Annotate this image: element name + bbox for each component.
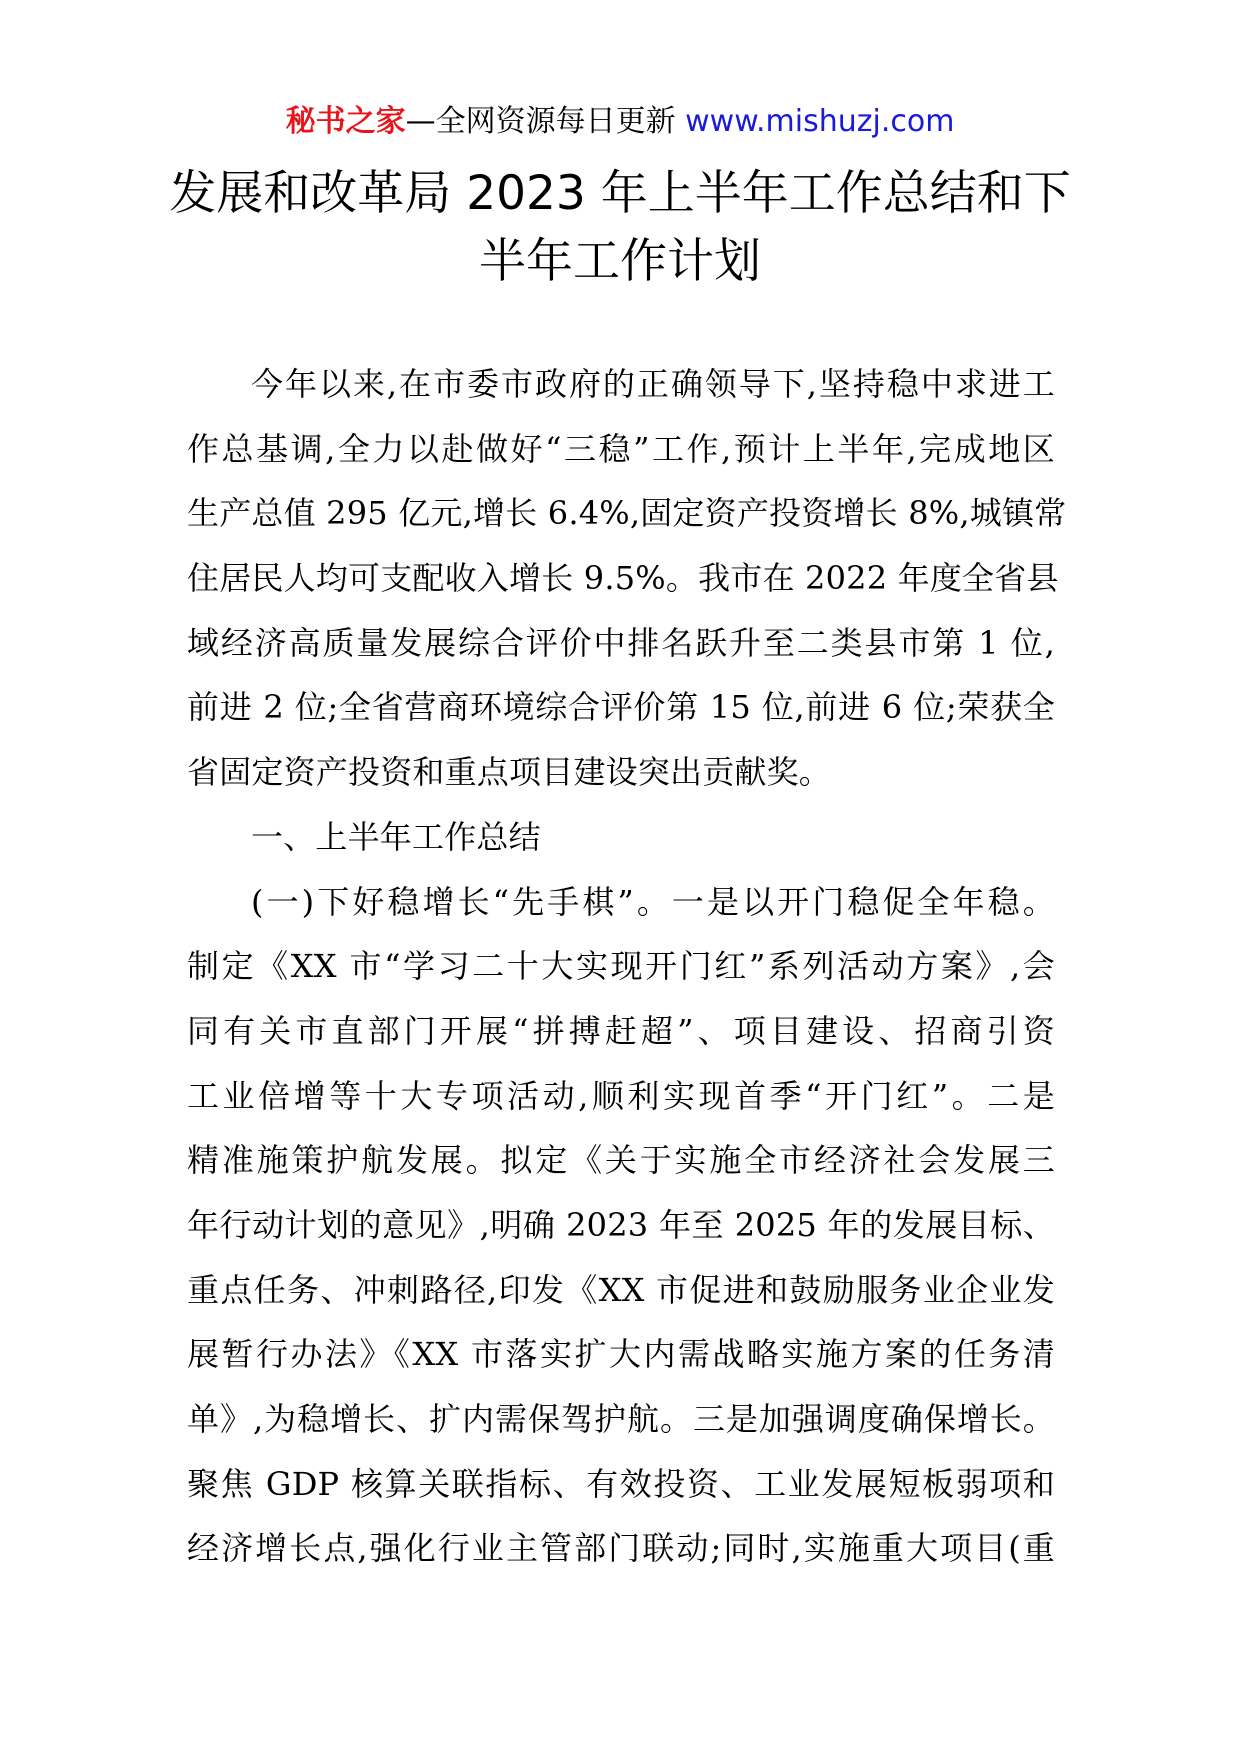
body-line: 同有关市直部门开展“拼搏赶超”、项目建设、招商引资: [187, 1011, 1055, 1050]
body-line: 精准施策护航发展。拟定《关于实施全市经济社会发展三: [187, 1141, 1055, 1180]
body-line: 重点任务、冲刺路径,印发《XX 市促进和鼓励服务业企业发: [187, 1270, 1055, 1309]
watermark-header: [0, 100, 1240, 144]
watermark-tagline: —全网资源每日更新: [405, 104, 676, 139]
document-title: [160, 160, 1080, 296]
body-line: 经济增长点,强化行业主管部门联动;同时,实施重大项目(重: [187, 1529, 1055, 1568]
body-line: 生产总值 295 亿元,增长 6.4%,固定资产投资增长 8%,城镇常: [187, 494, 1067, 533]
watermark-brand: 秘书之家: [285, 104, 406, 139]
body-line: 省固定资产投资和重点项目建设突出贡献奖。: [187, 753, 832, 792]
section-heading: 一、上半年工作总结: [251, 817, 541, 856]
body-line: 年行动计划的意见》,明确 2023 年至 2025 年的发展目标、: [187, 1205, 1055, 1244]
body-line: 前进 2 位;全省营商环境综合评价第 15 位,前进 6 位;荣获全: [187, 688, 1055, 727]
body-line: 展暂行办法》《XX 市落实扩大内需战略实施方案的任务清: [187, 1335, 1055, 1374]
body-line: 域经济高质量发展综合评价中排名跃升至二类县市第 1 位,: [187, 623, 1055, 662]
body-line: 今年以来,在市委市政府的正确领导下,坚持稳中求进工: [251, 365, 1055, 403]
body-line: (一)下好稳增长“先手棋”。一是以开门稳促全年稳。: [251, 882, 1055, 921]
title-line-1: 发展和改革局 2023 年上半年工作总结和下: [169, 166, 1071, 221]
body-line: 住居民人均可支配收入增长 9.5%。我市在 2022 年度全省县: [187, 559, 1059, 598]
title-line-2: 半年工作计划: [479, 234, 761, 289]
body-line: 作总基调,全力以赴做好“三稳”工作,预计上半年,完成地区: [187, 429, 1055, 468]
body-line: 聚焦 GDP 核算关联指标、有效投资、工业发展短板弱项和: [187, 1464, 1055, 1503]
body-line: 工业倍增等十大专项活动,顺利实现首季“开门红”。二是: [187, 1076, 1055, 1115]
body-line: 制定《XX 市“学习二十大实现开门红”系列活动方案》,会: [187, 947, 1055, 986]
body-line: 单》,为稳增长、扩内需保驾护航。三是加强调度确保增长。: [187, 1400, 1055, 1438]
watermark-site-link[interactable]: www.mishuzj.com: [685, 104, 955, 139]
document-body: [187, 352, 1067, 1581]
